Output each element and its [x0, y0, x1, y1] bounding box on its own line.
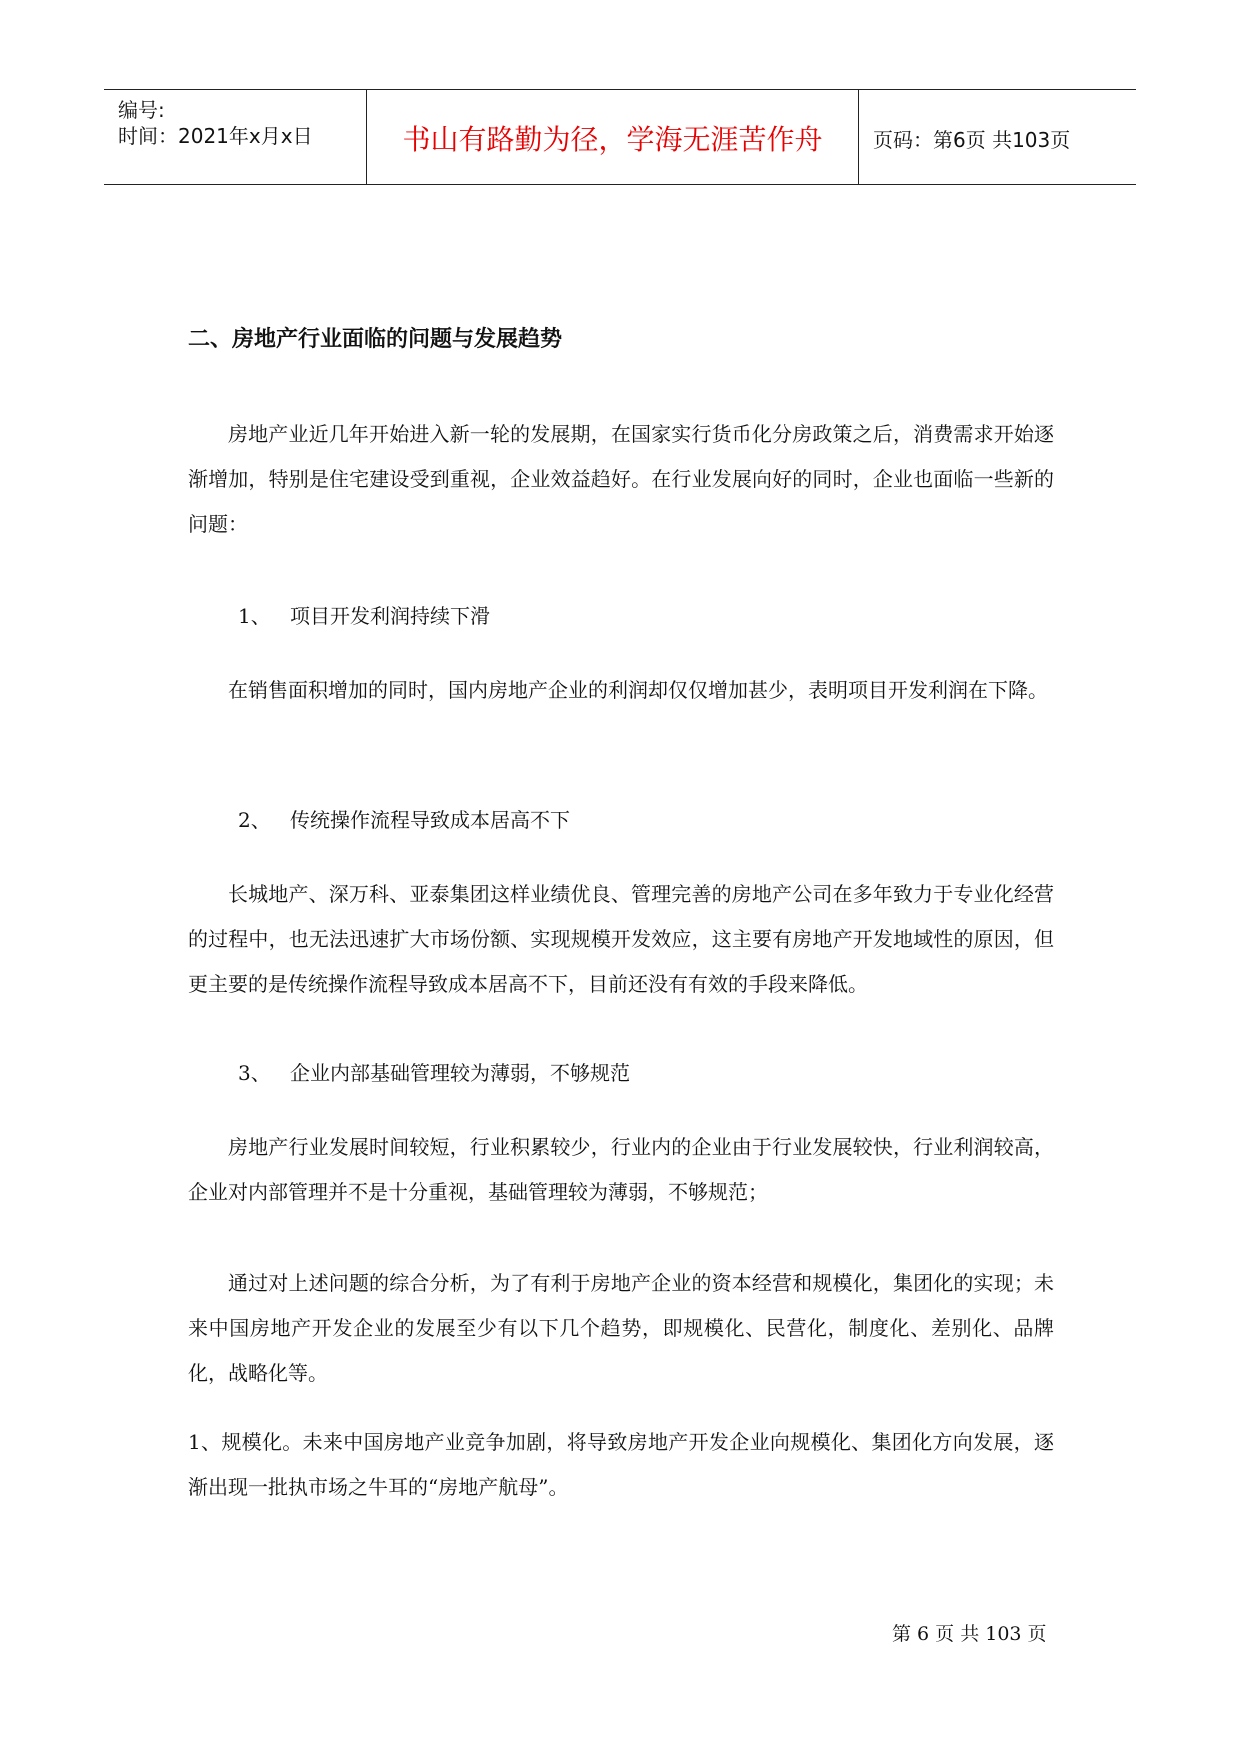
issue-1-title: 项目开发利润持续下滑 [290, 604, 490, 628]
document-time-label: 时间：2021年x月x日 [118, 124, 313, 148]
header-page-info: 页码：第6页 共103页 [873, 128, 1071, 152]
section-title: 二、房地产行业面临的问题与发展趋势 [188, 327, 563, 352]
document-number-label: 编号: [118, 98, 165, 122]
header-page-cell [859, 90, 1136, 184]
analysis-paragraph: 通过对上述问题的综合分析，为了有利于房地产企业的资本经营和规模化，集团化的实现；未来中国房地产开发企业的发展至少有以下几个趋势，即规模化、民营化，制度化、差别化、品牌化，战略化等。 [188, 1271, 1054, 1385]
issue-2-title: 传统操作流程导致成本居高不下 [290, 808, 570, 832]
issue-1-number: 1、 [238, 604, 271, 628]
issue-3-title: 企业内部基础管理较为薄弱，不够规范 [290, 1061, 630, 1085]
intro-paragraph: 房地产业近几年开始进入新一轮的发展期，在国家实行货币化分房政策之后，消费需求开始逐渐增加，特别是住宅建设受到重视，企业效益趋好。在行业发展向好的同时，企业也面临一些新的问题： [188, 422, 1054, 536]
issue-3-number: 3、 [238, 1061, 271, 1085]
issue-2-number: 2、 [238, 808, 271, 832]
issue-1-body: 在销售面积增加的同时，国内房地产企业的利润却仅仅增加甚少，表明项目开发利润在下降。 [228, 678, 1048, 702]
trend-1-paragraph: 1、规模化。未来中国房地产业竞争加剧，将导致房地产开发企业向规模化、集团化方向发展，逐渐出现一批执市场之牛耳的“房地产航母”。 [188, 1430, 1054, 1499]
issue-2-body: 长城地产、深万科、亚泰集团这样业绩优良、管理完善的房地产公司在多年致力于专业化经营的过程中，也无法迅速扩大市场份额、实现规模开发效应，这主要有房地产开发地域性的原因，但更主要的是传统操作流程导致成本居高不下，目前还没有有效的手段来降低。 [188, 882, 1054, 996]
header-motto-cell [367, 90, 859, 184]
page-footer: 第 6 页 共 103 页 [892, 1623, 1047, 1645]
issue-2-heading [238, 804, 570, 833]
page-header [104, 89, 1136, 185]
issue-3-body: 房地产行业发展时间较短，行业积累较少，行业内的企业由于行业发展较快，行业利润较高，企业对内部管理并不是十分重视，基础管理较为薄弱，不够规范； [188, 1135, 1054, 1204]
header-left-cell [104, 90, 367, 184]
issue-3-heading [238, 1057, 630, 1086]
issue-1-heading [238, 600, 490, 629]
header-motto: 书山有路勤为径，学海无涯苦作舟 [402, 123, 823, 156]
